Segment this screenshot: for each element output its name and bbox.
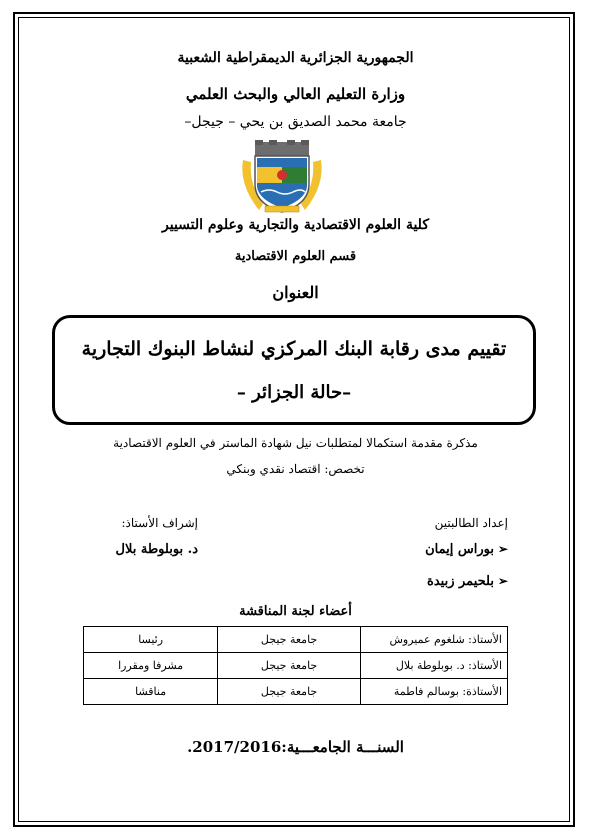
degree-note: مذكرة مقدمة استكمالا لمتطلبات نيل شهادة الماستر في العلوم الاقتصادية bbox=[113, 436, 478, 450]
academic-year: السنـــة الجامعـــية:2017/2016. bbox=[187, 738, 404, 756]
thesis-subtitle: –حالة الجزائر – bbox=[236, 382, 352, 403]
jury-member-university: جامعة جيجل bbox=[218, 653, 361, 679]
jury-member-role: مناقشا bbox=[84, 679, 218, 705]
student-name: ➢بوراس إيمان bbox=[425, 542, 508, 557]
title-box bbox=[52, 315, 536, 425]
title-label: العنوان bbox=[272, 283, 319, 302]
supervisor-name: د. بوبلوطة بلال bbox=[115, 542, 198, 557]
jury-member-name: الأستاذ: د. بوبلوطة بلال bbox=[360, 653, 507, 679]
university-emblem-icon bbox=[239, 140, 325, 215]
table-row bbox=[84, 653, 508, 679]
ministry-heading: وزارة التعليم العالي والبحث العلمي bbox=[185, 85, 406, 103]
department-name: قسم العلوم الاقتصادية bbox=[234, 249, 357, 264]
republic-heading: الجمهورية الجزائرية الديمقراطية الشعبية bbox=[177, 50, 414, 66]
faculty-name: كلية العلوم الاقتصادية والتجارية وعلوم التسيير bbox=[162, 217, 429, 233]
jury-heading: أعضاء لجنة المناقشة bbox=[239, 604, 352, 619]
prepared-by-label: إعداد الطالبتين bbox=[434, 516, 508, 530]
jury-member-name: الأستاذة: بوسالم فاطمة bbox=[360, 679, 507, 705]
jury-table bbox=[83, 626, 508, 705]
jury-member-university: جامعة جيجل bbox=[218, 679, 361, 705]
table-row bbox=[84, 627, 508, 653]
jury-member-role: مشرفا ومقررا bbox=[84, 653, 218, 679]
supervision-label: إشراف الأستاذ: bbox=[121, 516, 198, 530]
thesis-title: تقييم مدى رقابة البنك المركزي لنشاط البنوك التجارية bbox=[81, 338, 507, 360]
table-row bbox=[84, 679, 508, 705]
jury-member-university: جامعة جيجل bbox=[218, 627, 361, 653]
jury-member-role: رئيسا bbox=[84, 627, 218, 653]
arrow-bullet-icon: ➢ bbox=[497, 542, 508, 556]
student-name: ➢بلحيمر زبيدة bbox=[427, 574, 508, 589]
specialization: تخصص: اقتصاد نقدي وبنكي bbox=[226, 462, 365, 476]
university-heading: جامعة محمد الصديق بن يحي – جيجل– bbox=[184, 114, 407, 130]
jury-member-name: الأستاذ: شلغوم عميروش bbox=[360, 627, 507, 653]
arrow-bullet-icon: ➢ bbox=[497, 574, 508, 588]
